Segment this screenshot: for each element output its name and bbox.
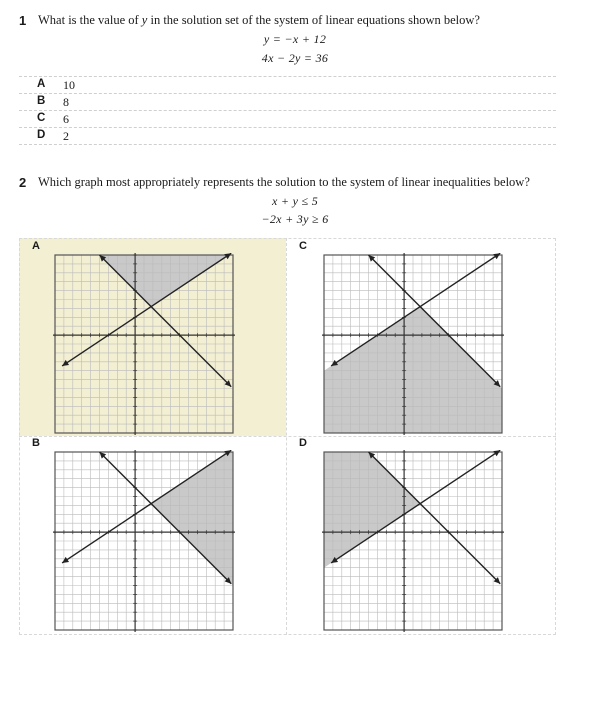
graph-choice-c[interactable] [287, 238, 556, 436]
arrow-head [493, 253, 500, 259]
graph-choices-grid [19, 238, 556, 635]
choice-b[interactable] [19, 94, 556, 111]
equation-2: 4x − 2y = 36 [261, 51, 329, 65]
choice-letter: B [37, 95, 46, 107]
graph-c [322, 253, 512, 437]
divider [19, 634, 556, 635]
choice-c[interactable] [19, 111, 556, 128]
graph-choice-letter: C [299, 240, 307, 252]
divider [19, 238, 556, 239]
answer-choices-q1 [19, 76, 556, 145]
question-2-text: Which graph most appropriately represents the solution to the system of linear inequalities below? [38, 175, 530, 189]
divider [19, 238, 20, 635]
divider [19, 436, 556, 437]
choice-value: 8 [63, 95, 69, 109]
graph-d [322, 450, 512, 634]
graph-choice-a[interactable] [19, 238, 286, 436]
shaded-region [151, 452, 233, 586]
divider [286, 238, 287, 635]
choice-letter: A [37, 78, 46, 90]
graph-choice-letter: D [299, 437, 307, 449]
question-1-variable: y [141, 13, 148, 27]
choice-value: 10 [63, 78, 75, 92]
choice-letter: C [37, 112, 46, 124]
shaded-region [324, 452, 420, 568]
arrow-head [62, 557, 69, 563]
graph-choice-letter: A [32, 240, 40, 252]
arrow-head [62, 360, 69, 366]
shaded-region [100, 255, 229, 307]
graph-choice-letter: B [32, 437, 40, 449]
question-1-text-part: in the solution set of the system of linear equations shown below? [147, 13, 480, 27]
choice-a[interactable] [19, 77, 556, 94]
question-1-text-part: What is the value of [38, 13, 142, 27]
choice-value: 6 [63, 112, 69, 126]
question-1-text [38, 13, 480, 28]
arrow-head [493, 450, 500, 456]
graph-a [53, 253, 243, 437]
graph-choice-d[interactable] [287, 437, 556, 635]
graph-choice-b[interactable] [19, 437, 286, 635]
choice-letter: D [37, 129, 46, 141]
choice-value: 2 [63, 129, 69, 143]
inequality-2: −2x + 3y ≥ 6 [261, 212, 329, 226]
equation-1: y = −x + 12 [263, 32, 327, 46]
divider [555, 238, 556, 635]
question-1-number: 1 [19, 13, 27, 28]
inequality-1: x + y ≤ 5 [271, 194, 319, 208]
graph-b [53, 450, 243, 634]
choice-d[interactable] [19, 128, 556, 145]
question-2-number: 2 [19, 175, 27, 190]
